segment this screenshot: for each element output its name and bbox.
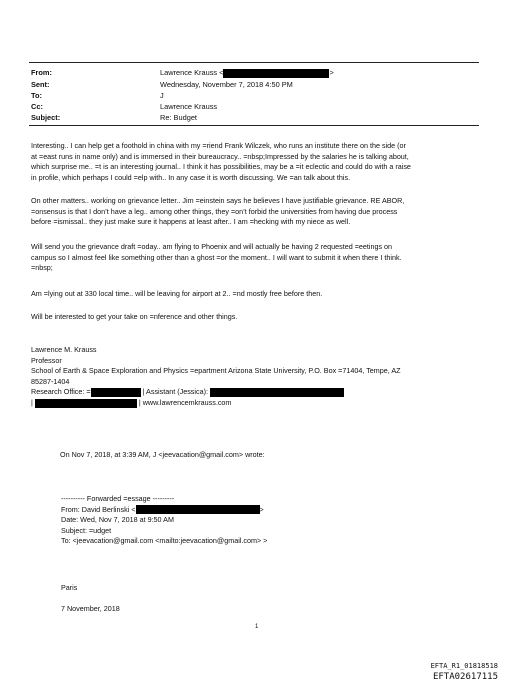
- forwarded-to: To: <jeevacation@gmail.com <mailto:jeevacation@gmail.com> >: [61, 536, 268, 546]
- doc-id-stamp-2: EFTA02617115: [432, 672, 498, 682]
- forwarded-block: [61, 494, 481, 547]
- text-line: which surprise me.. =t is an interesting journal.. I think it has possibilities, may be a =it eclectic and could do with a raise: [31, 162, 411, 172]
- body-paragraph-3: [31, 242, 483, 274]
- signature-block: [31, 345, 483, 409]
- from-value-suffix: >: [329, 68, 334, 77]
- to-value: J: [160, 91, 164, 100]
- forwarded-from-prefix: From: David Berlinski <: [61, 504, 136, 514]
- text-line: Will send you the grievance draft =oday.. am flying to Phoenix and will actually be having 2 requested =eetings on: [31, 242, 393, 251]
- text-line: On other matters.. working on grievance letter.. Jim =einstein says he believes I have justifiable grievance. RE ABOR,: [31, 196, 405, 205]
- sent-value: Wednesday, November 7, 2018 4:50 PM: [160, 80, 293, 89]
- body-paragraph-4: [31, 289, 483, 300]
- quoted-intro: On Nov 7, 2018, at 3:39 AM, J <jeevacation@gmail.com> wrote:: [60, 450, 265, 459]
- page-number: 1: [255, 624, 259, 630]
- place-line: Paris: [61, 583, 78, 592]
- text-line: at =east runs in name only) and is immersed in their bureaucracy.. =nbsp;Impressed by the salaries he is talking about,: [31, 151, 409, 161]
- text-line: Interesting.. I can help get a foothold in china with my =riend Frank Wilczek, who runs an institute there on the side (or: [31, 141, 406, 150]
- from-value-prefix: Lawrence Krauss <: [160, 68, 224, 77]
- text-line: campus so I almost feel like something other than a ghost =or the moment.. I will want to submit it when there I think.: [31, 252, 402, 262]
- signature-title: Professor: [31, 355, 62, 365]
- header-bottom-rule: [29, 125, 479, 126]
- signature-dept: School of Earth & Space Exploration and Physics =epartment Arizona State University, P.O. Box =71404, Tempe, AZ: [31, 366, 401, 376]
- signature-contacts: [31, 387, 483, 398]
- body-paragraph-5: [31, 312, 483, 323]
- from-value: [160, 68, 334, 78]
- redaction-box: [91, 388, 141, 397]
- signature-name: Lawrence M. Krauss: [31, 345, 97, 354]
- doc-id-stamp-1: EFTA_R1_01818518: [430, 662, 498, 670]
- redaction-box: [210, 388, 344, 397]
- forwarded-from: [61, 505, 481, 516]
- sent-label: Sent:: [31, 80, 50, 89]
- research-office-label: Research Office: =: [31, 387, 91, 397]
- subject-label: Subject:: [31, 113, 61, 122]
- text-line: =onsensus is that I don’t have a leg.. among other things, they =on’t forbid the universities from having due process: [31, 206, 398, 216]
- forwarded-line: ---------- Forwarded =essage ---------: [61, 494, 175, 503]
- text-line: in profile, which perhaps I could =elp with.. In any case it is worth discussing. We =an talk about this.: [31, 172, 351, 182]
- subject-value: Re: Budget: [160, 113, 197, 122]
- body-paragraph-1: [31, 141, 483, 183]
- separator-bar: |: [31, 397, 33, 407]
- website-link: | www.lawrencemkrauss.com: [138, 397, 232, 407]
- text-line: Am =lying out at 330 local time.. will be leaving for airport at 2.. =nd mostly free before then.: [31, 289, 323, 298]
- text-line: Will be interested to get your take on =nference and other things.: [31, 312, 238, 321]
- body-paragraph-2: [31, 196, 483, 228]
- forwarded-date: Date: Wed, Nov 7, 2018 at 9:50 AM: [61, 515, 174, 525]
- redaction-box: [223, 69, 329, 78]
- cc-label: Cc:: [31, 102, 43, 111]
- header-top-rule: [29, 62, 479, 63]
- assistant-label: | Assistant (Jessica):: [142, 387, 208, 397]
- forwarded-subject: Subject: =udget: [61, 525, 112, 535]
- date-line: 7 November, 2018: [61, 604, 120, 613]
- signature-web: [31, 398, 483, 409]
- signature-address: 85287-1404: [31, 376, 70, 386]
- from-label: From:: [31, 68, 52, 77]
- text-line: =nbsp;: [31, 263, 53, 273]
- text-line: before =ismissal.. they just make sure it happens at least after.. I am =hecking with my niece as well.: [31, 217, 351, 227]
- forwarded-from-suffix: >: [259, 504, 264, 514]
- redaction-box: [136, 505, 260, 514]
- to-label: To:: [31, 91, 42, 100]
- cc-value: Lawrence Krauss: [160, 102, 218, 111]
- redaction-box: [35, 399, 137, 408]
